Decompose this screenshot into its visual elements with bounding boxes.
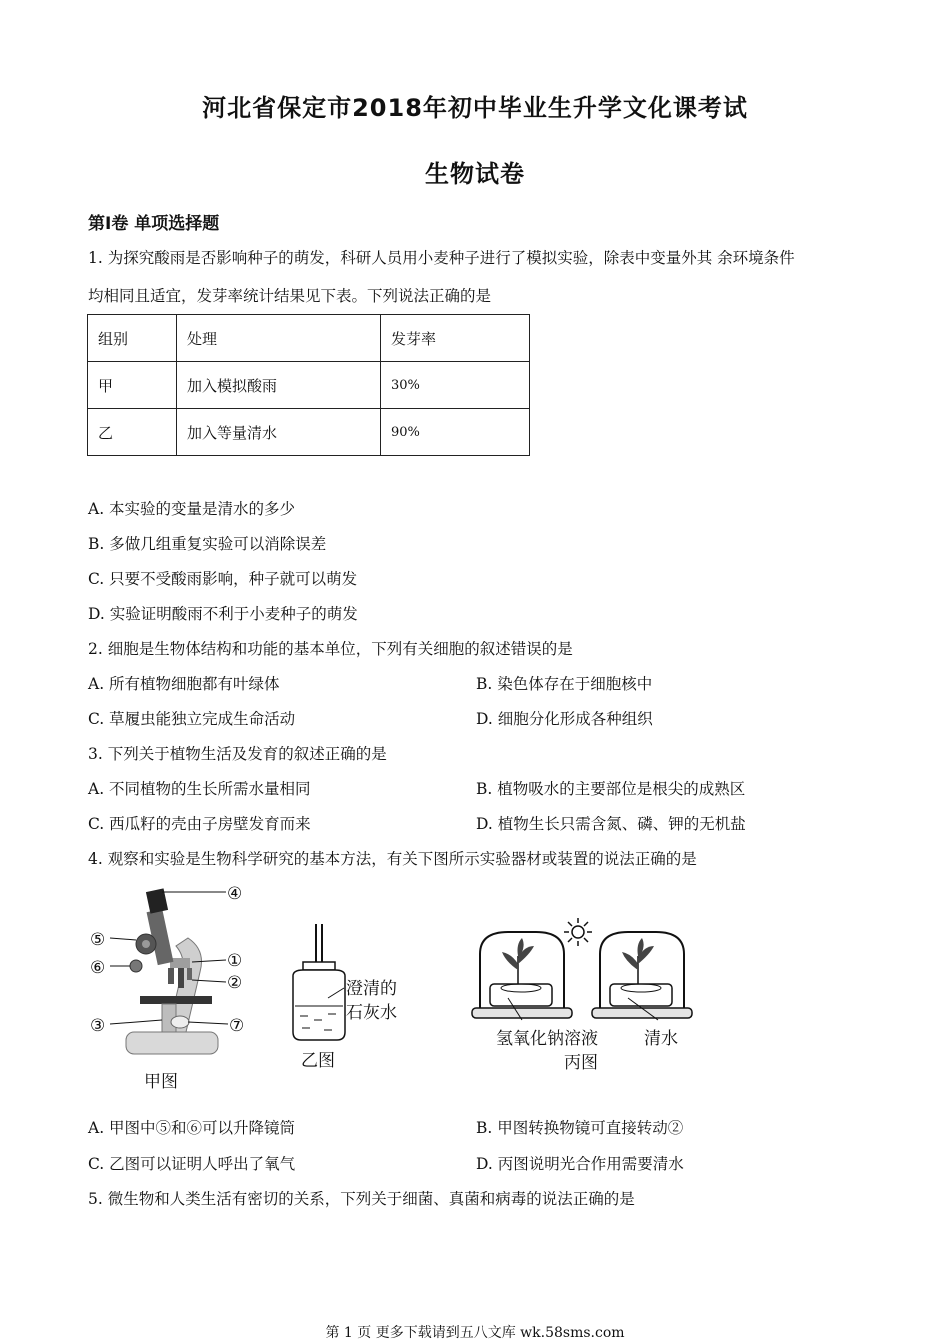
q2-option-b: B. 染色体存在于细胞核中 <box>476 675 653 693</box>
exam-subtitle: 生物试卷 <box>425 160 525 188</box>
q1-stem-line2: 均相同且适宜，发芽率统计结果见下表。下列说法正确的是 <box>88 287 492 305</box>
q1-option-a: A. 本实验的变量是清水的多少 <box>88 500 296 518</box>
table-header-row <box>88 315 530 362</box>
q2-stem: 2. 细胞是生物体结构和功能的基本单位，下列有关细胞的叙述错误的是 <box>88 640 573 658</box>
q3-option-c: C. 西瓜籽的壳由子房壁发育而来 <box>88 815 311 833</box>
q4-option-b: B. 甲图转换物镜可直接转动② <box>476 1119 684 1137</box>
table-cell: 乙 <box>88 409 177 456</box>
microscope-marker: ⑥ <box>90 958 106 978</box>
bell-jar-illustration <box>472 918 692 1073</box>
q1-option-b: B. 多做几组重复实验可以消除误差 <box>88 535 327 553</box>
q4-experiment-figure <box>88 880 708 1100</box>
table-cell: 加入模拟酸雨 <box>177 362 381 409</box>
sun-icon <box>564 918 592 946</box>
exam-title: 河北省保定市2018年初中毕业生升学文化课考试 <box>202 94 748 122</box>
q2-option-c: C. 草履虫能独立完成生命活动 <box>88 710 296 728</box>
q1-stem-line1: 1. 为探究酸雨是否影响种子的萌发，科研人员用小麦种子进行了模拟实验，除表中变量外其 余环境条件 <box>88 249 795 267</box>
limewater-bottle-illustration <box>293 924 397 1071</box>
bell-jar-left-label: 氢氧化钠溶液 <box>496 1029 598 1049</box>
q3-option-b: B. 植物吸水的主要部位是根尖的成熟区 <box>476 780 746 798</box>
q5-stem: 5. 微生物和人类生活有密切的关系，下列关于细菌、真菌和病毒的说法正确的是 <box>88 1190 635 1208</box>
page-footer: 第 1 页 更多下载请到五八文库 wk.58sms.com <box>325 1325 625 1341</box>
table-header-cell: 处理 <box>177 315 381 362</box>
q2-option-d: D. 细胞分化形成各种组织 <box>476 710 653 728</box>
q4-option-d: D. 丙图说明光合作用需要清水 <box>476 1155 684 1173</box>
microscope-marker: ⑤ <box>90 930 106 950</box>
q1-option-c: C. 只要不受酸雨影响，种子就可以萌发 <box>88 570 358 588</box>
microscope-marker: ⑦ <box>229 1016 245 1036</box>
microscope-caption: 甲图 <box>144 1072 178 1092</box>
microscope-illustration <box>90 884 244 1092</box>
table-cell: 90% <box>381 409 530 456</box>
microscope-marker: ① <box>227 951 243 971</box>
q3-option-d: D. 植物生长只需含氮、磷、钾的无机盐 <box>476 815 746 833</box>
table-cell: 甲 <box>88 362 177 409</box>
q4-stem: 4. 观察和实验是生物科学研究的基本方法，有关下图所示实验器材或装置的说法正确的是 <box>88 850 697 868</box>
table-cell: 加入等量清水 <box>177 409 381 456</box>
q1-data-table <box>87 314 530 456</box>
q4-option-c: C. 乙图可以证明人呼出了氧气 <box>88 1155 296 1173</box>
q3-option-a: A. 不同植物的生长所需水量相同 <box>88 780 311 798</box>
limewater-caption: 乙图 <box>301 1051 335 1071</box>
microscope-marker: ④ <box>227 884 243 904</box>
table-row <box>88 409 530 456</box>
q1-option-d: D. 实验证明酸雨不利于小麦种子的萌发 <box>88 605 358 623</box>
q2-option-a: A. 所有植物细胞都有叶绿体 <box>88 675 280 693</box>
limewater-label-line2: 石灰水 <box>346 1003 397 1023</box>
microscope-marker: ③ <box>90 1016 106 1036</box>
table-header-cell: 发芽率 <box>381 315 530 362</box>
table-row <box>88 362 530 409</box>
section-title: 第Ⅰ卷 单项选择题 <box>88 214 220 234</box>
table-cell: 30% <box>381 362 530 409</box>
bell-jar-right-label: 清水 <box>644 1029 678 1049</box>
q3-stem: 3. 下列关于植物生活及发育的叙述正确的是 <box>88 745 387 763</box>
bell-jar-caption: 丙图 <box>564 1053 598 1073</box>
microscope-marker: ② <box>227 973 243 993</box>
table-header-cell: 组别 <box>88 315 177 362</box>
limewater-label-line1: 澄清的 <box>346 979 397 999</box>
q4-option-a: A. 甲图中⑤和⑥可以升降镜筒 <box>88 1119 296 1137</box>
